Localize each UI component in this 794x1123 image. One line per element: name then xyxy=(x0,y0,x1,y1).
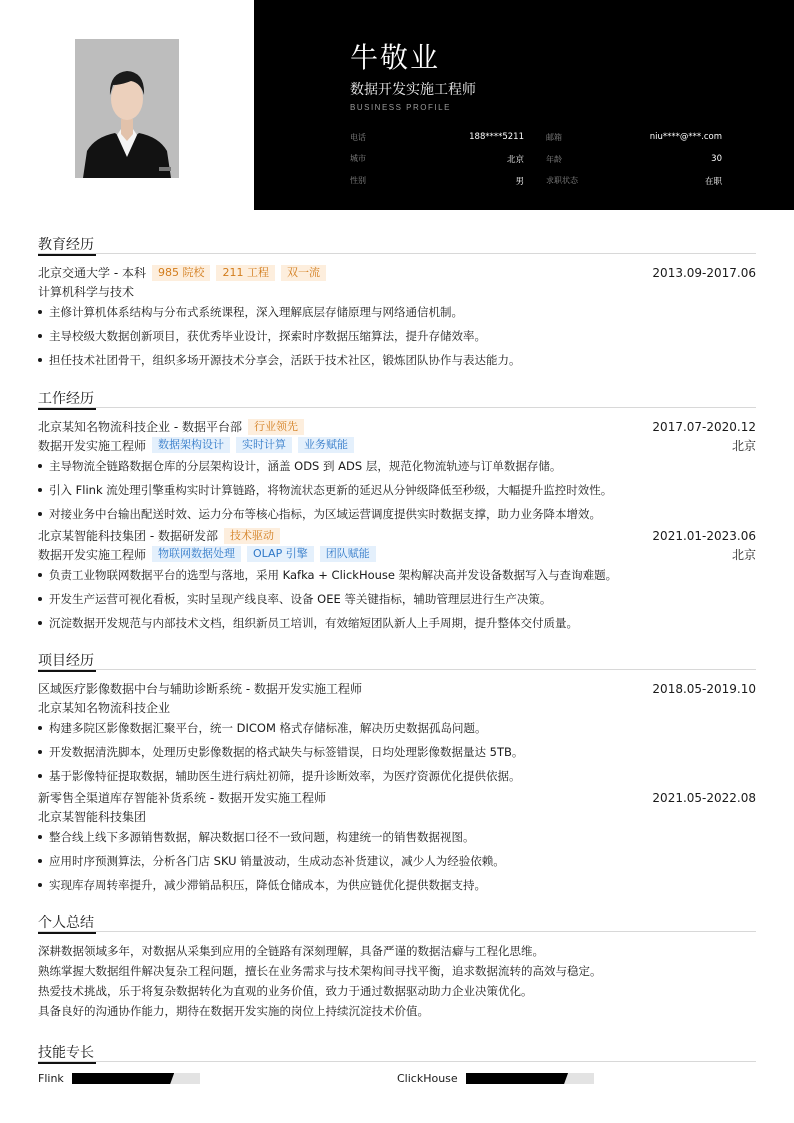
work-heading: 工作经历 xyxy=(38,389,96,410)
project-org: 北京某智能科技集团 xyxy=(38,809,147,824)
bullet-item: 开发生产运营可视化看板，实时呈现产线良率、设备 OEE 等关键指标，辅助管理层进行生产决策。 xyxy=(38,587,756,611)
role-line xyxy=(38,545,756,563)
info-value: 北京 xyxy=(506,155,524,165)
info-row xyxy=(350,148,722,170)
bullet-item: 构建多院区影像数据汇聚平台，统一 DICOM 格式存储标准，解决历史数据孤岛问题。 xyxy=(38,716,756,740)
section-heading xyxy=(38,650,756,670)
bullet-item: 对接业务中台输出配送时效、运力分布等核心指标，为区域运营调度提供实时数据支撑，助力业务降本增效。 xyxy=(38,502,756,526)
school-tag: 211 工程 xyxy=(216,265,275,281)
summary-line: 深耕数据领域多年，对数据从采集到应用的全链路有深刻理解，具备严谨的数据洁癖与工程化思维。 xyxy=(38,944,544,958)
info-value: niu****@***.com xyxy=(649,131,722,142)
summary-line: 熟练掌握大数据组件解决复杂工程问题，擅长在业务需求与技术架构间寻找平衡，追求数据流转的高效与稳定。 xyxy=(38,964,602,978)
school-tag: 双一流 xyxy=(281,265,326,281)
job-head xyxy=(38,417,756,436)
info-age xyxy=(536,154,722,165)
bullet-item: 担任技术社团骨干，组织多场开源技术分享会，活跃于技术社区，锻炼团队协作与表达能力。 xyxy=(38,348,756,372)
bullet-item: 沉淀数据开发规范与内部技术文档，组织新员工培训，有效缩短团队新人上手周期，提升整体交付质量。 xyxy=(38,611,756,635)
education-entry-head xyxy=(38,263,756,282)
profile-subtitle: BUSINESS PROFILE xyxy=(350,103,451,112)
bullet-item: 主修计算机体系结构与分布式系统课程，深入理解底层存储原理与网络通信机制。 xyxy=(38,300,756,324)
school-name: 北京交通大学 - 本科 xyxy=(38,266,146,280)
education-heading: 教育经历 xyxy=(38,235,96,256)
bullet-item: 基于影像特征提取数据，辅助医生进行病灶初筛，提升诊断效率，为医疗资源优化提供依据。 xyxy=(38,764,756,788)
skill-bar-fill xyxy=(72,1073,174,1084)
info-city xyxy=(350,153,536,165)
bullet-item: 应用时序预测算法，分析各门店 SKU 销量波动，生成动态补货建议，减少人为经验依赖。 xyxy=(38,849,756,873)
project-name: 新零售全渠道库存智能补货系统 - 数据开发实施工程师 xyxy=(38,791,326,805)
project-name: 区域医疗影像数据中台与辅助诊断系统 - 数据开发实施工程师 xyxy=(38,682,362,696)
summary-line: 热爱技术挑战，乐于将复杂数据转化为直观的业务价值，致力于通过数据驱动助力企业决策优化。 xyxy=(38,984,533,998)
skill-bar-fill xyxy=(466,1073,568,1084)
info-row xyxy=(350,126,722,148)
info-key: 电话 xyxy=(350,132,366,142)
skill-name: ClickHouse xyxy=(397,1072,458,1085)
project-bullets xyxy=(38,716,756,788)
skill-tag: 数据架构设计 xyxy=(152,437,230,453)
education-bullets xyxy=(38,300,756,372)
info-key: 城市 xyxy=(350,154,366,163)
job-city: 北京 xyxy=(731,547,756,562)
section-heading xyxy=(38,912,756,932)
info-key: 年龄 xyxy=(546,154,562,164)
skill-item xyxy=(38,1072,397,1085)
skill-name: Flink xyxy=(38,1072,64,1085)
project-org-line xyxy=(38,807,756,825)
section-heading xyxy=(38,1042,756,1062)
project-head xyxy=(38,788,756,807)
skill-tag: 业务赋能 xyxy=(298,437,354,453)
header-banner xyxy=(254,0,794,210)
info-value: 188****5211 xyxy=(469,131,524,142)
skill-tag: OLAP 引擎 xyxy=(247,546,314,562)
bullet-item: 引入 Flink 流处理引擎重构实时计算链路，将物流状态更新的延迟从分钟级降低至秒级，大幅提升监控时效性。 xyxy=(38,478,756,502)
candidate-title: 数据开发实施工程师 xyxy=(350,82,476,98)
summary-heading: 个人总结 xyxy=(38,913,96,934)
project-org-line xyxy=(38,698,756,716)
portrait-image xyxy=(75,39,179,178)
job-role: 数据开发实施工程师 xyxy=(38,438,147,453)
project-head xyxy=(38,679,756,698)
section-heading xyxy=(38,234,756,254)
projects-section xyxy=(38,650,756,897)
job-bullets xyxy=(38,454,756,526)
skill-item xyxy=(397,1072,756,1085)
skill-bar xyxy=(72,1073,200,1084)
summary-section xyxy=(38,912,756,1021)
bullet-item: 开发数据清洗脚本，处理历史影像数据的格式缺失与标签错误，日均处理影像数据量达 5TB。 xyxy=(38,740,756,764)
school-tag: 985 院校 xyxy=(152,265,211,281)
summary-line: 具备良好的沟通协作能力，期待在数据开发实施的岗位上持续沉淀技术价值。 xyxy=(38,1004,429,1018)
work-section xyxy=(38,388,756,635)
skills-heading: 技能专长 xyxy=(38,1043,96,1064)
section-heading xyxy=(38,388,756,408)
job-head xyxy=(38,526,756,545)
info-email xyxy=(536,132,722,143)
company-name: 北京某智能科技集团 - 数据研发部 xyxy=(38,529,218,543)
info-value: 30 xyxy=(711,153,722,164)
education-section xyxy=(38,234,756,372)
info-key: 求职状态 xyxy=(546,176,578,185)
candidate-name: 牛敬业 xyxy=(350,41,441,74)
info-row xyxy=(350,170,722,192)
profile-photo xyxy=(75,39,179,178)
job-city: 北京 xyxy=(731,438,756,453)
info-gender xyxy=(350,175,536,187)
major-line xyxy=(38,282,756,300)
bullet-item: 实现库存周转率提升，减少滞销品积压，降低仓储成本，为供应链优化提供数据支持。 xyxy=(38,873,756,897)
major: 计算机科学与技术 xyxy=(38,284,135,299)
job-bullets xyxy=(38,563,756,635)
bullet-item: 负责工业物联网数据平台的选型与落地，采用 Kafka + ClickHouse 架构解决高并发设备数据写入与查询难题。 xyxy=(38,563,756,587)
contact-info xyxy=(350,126,722,192)
skill-tag: 团队赋能 xyxy=(320,546,376,562)
job-period: 2021.01-2023.06 xyxy=(652,528,756,543)
project-period: 2018.05-2019.10 xyxy=(652,681,756,696)
project-org: 北京某知名物流科技企业 xyxy=(38,700,171,715)
skill-tag: 物联网数据处理 xyxy=(152,546,241,562)
company-tag: 技术驱动 xyxy=(224,528,280,544)
job-period: 2017.07-2020.12 xyxy=(652,419,756,434)
project-bullets xyxy=(38,825,756,897)
info-phone xyxy=(350,132,536,143)
job-role: 数据开发实施工程师 xyxy=(38,547,147,562)
info-value: 在职 xyxy=(704,177,722,187)
bullet-item: 主导校级大数据创新项目，获优秀毕业设计，探索时序数据压缩算法，提升存储效率。 xyxy=(38,324,756,348)
info-key: 邮箱 xyxy=(546,132,562,142)
company-tag: 行业领先 xyxy=(248,419,304,435)
skills-section xyxy=(38,1042,756,1085)
project-period: 2021.05-2022.08 xyxy=(652,790,756,805)
info-key: 性别 xyxy=(350,176,366,185)
role-line xyxy=(38,436,756,454)
company-name: 北京某知名物流科技企业 - 数据平台部 xyxy=(38,420,242,434)
projects-heading: 项目经历 xyxy=(38,651,96,672)
bullet-item: 主导物流全链路数据仓库的分层架构设计，涵盖 ODS 到 ADS 层，规范化物流轨迹与订单数据存储。 xyxy=(38,454,756,478)
bullet-item: 整合线上线下多源销售数据，解决数据口径不一致问题，构建统一的销售数据视图。 xyxy=(38,825,756,849)
info-status xyxy=(536,175,722,187)
skill-tag: 实时计算 xyxy=(236,437,292,453)
skill-bar xyxy=(466,1073,594,1084)
skills-list xyxy=(38,1072,756,1085)
info-value: 男 xyxy=(515,177,524,187)
education-period: 2013.09-2017.06 xyxy=(652,265,756,280)
